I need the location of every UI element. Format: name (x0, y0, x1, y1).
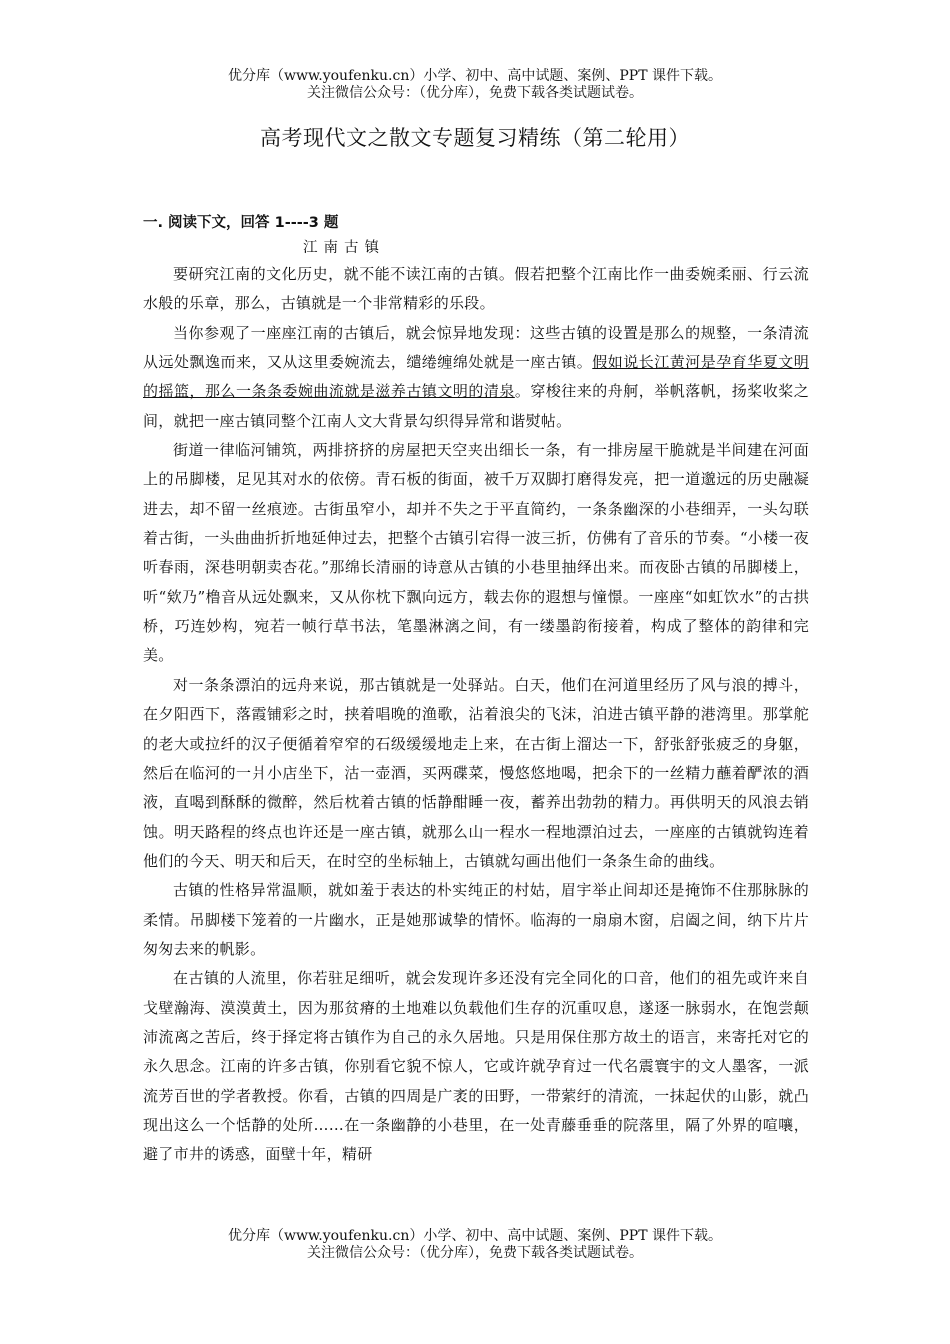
document-title: 高考现代文之散文专题复习精练（第二轮用） (260, 126, 690, 150)
page-header (0, 68, 950, 102)
page-footer (0, 1228, 950, 1262)
article-body (143, 260, 809, 1170)
footer-line-2: 关注微信公众号：（优分库），免费下载各类试题试卷。 (307, 1245, 643, 1261)
paragraph-2-text-a: 当你参观了一座座江南的古镇后，就会惊异地发现：这些古镇的设置是那么的规整，一条清流从远处飘逸而来，又从这里委婉流去，缱绻缠绵处就是一座古镇。 (143, 323, 809, 372)
paragraph-1: 要研究江南的文化历史，就不能不读江南的古镇。假若把整个江南比作一曲委婉柔丽、行云流水般的乐章，那么，古镇就是一个非常精彩的乐段。 (143, 265, 809, 313)
paragraph-3: 街道一律临河铺筑，两排挤挤的房屋把天空夹出细长一条，有一排房屋干脆就是半间建在河面上的吊脚楼，足见其对水的依傍。青石板的街面，被千万双脚打磨得发亮，把一道邈远的历史融凝进去，却不留一丝痕迹。古街虽窄小，却并不失之于平直简约，一条条幽深的小巷细弄，一头勾联着古街，一头曲曲折折地延伸过去，把整个古镇引宕得一波三折，仿佛有了音乐的节奏。“小楼一夜听春雨，深巷明朝卖杏花。”那绵长清丽的诗意从古镇的小巷里抽绎出来。而夜卧古镇的吊脚楼上，听“欸乃”橹音从远处飘来，又从你枕下飘向远方，载去你的遐想与憧憬。一座座“如虹饮水”的古拱桥，巧连妙构，宛若一帧行草书法，笔墨淋漓之间，有一缕墨韵衔接着，构成了整体的韵律和完美。 (143, 441, 809, 665)
paragraph-6: 在古镇的人流里，你若驻足细听，就会发现许多还没有完全同化的口音，他们的祖先或许来自戈壁瀚海、漠漠黄土，因为那贫瘠的土地难以负载他们生存的沉重叹息，遂逐一脉弱水，在饱尝颠沛流离之苦后，终于择定将古镇作为自己的永久居地。只是用保住那方故土的语言，来寄托对它的永久思念。江南的许多古镇，你别看它貌不惊人，它或许就孕育过一代名震寰宇的文人墨客，一派流芳百世的学者教授。你看，古镇的四周是广袤的田野，一带萦纡的清流，一抹起伏的山影，就凸现出这么一个恬静的处所……在一条幽静的小巷里，在一处青藤垂垂的院落里，隔了外界的喧嚷，避了市井的诱惑，面壁十年，精研 (143, 969, 809, 1164)
footer-line-1: 优分库（www.youfenku.cn）小学、初中、高中试题、案例、PPT 课件下载。 (227, 1228, 722, 1244)
header-line-2: 关注微信公众号：（优分库），免费下载各类试题试卷。 (307, 85, 643, 101)
header-line-1: 优分库（www.youfenku.cn）小学、初中、高中试题、案例、PPT 课件下载。 (227, 68, 722, 84)
paragraph-4: 对一条条漂泊的远舟来说，那古镇就是一处驿站。白天，他们在河道里经历了风与浪的搏斗，在夕阳西下，落霞铺彩之时，挟着唱晚的渔歌，沾着浪尖的飞沫，泊进古镇平静的港湾里。那掌舵的老大或拉纤的汉子便循着窄窄的石级缓缓地走上来，在古街上溜达一下，舒张舒张疲乏的身躯，然后在临河的一爿小店坐下，沽一壶酒，买两碟菜，慢悠悠地喝，把余下的一丝精力蘸着酽浓的酒液，直喝到酥酥的微醉，然后枕着古镇的恬静酣睡一夜，蓄养出勃勃的精力。再供明天的风浪去销蚀。明天路程的终点也许还是一座古镇，就那么山一程水一程地漂泊过去，一座座的古镇就钩连着他们的今天、明天和后天，在时空的坐标轴上，古镇就勾画出他们一条条生命的曲线。 (143, 675, 809, 870)
section-heading: 一. 阅读下文，回答 1----3 题 (143, 215, 339, 231)
paragraph-2-text-b: 。穿梭往来的舟舸，举帆落帆，扬桨收桨之间，就把一座古镇同整个江南人文大背景勾织得异常和谐熨帖。 (143, 382, 809, 430)
paragraph-2 (143, 319, 809, 436)
underlined-sentence: 假如说长江黄河是孕育华夏文明的摇篮，那么一条条委婉曲流就是滋养古镇文明的清泉 (143, 353, 810, 401)
paragraph-5: 古镇的性格异常温顺，就如羞于表达的朴实纯正的村姑，眉宇举止间却还是掩饰不住那脉脉的柔情。吊脚楼下笼着的一片幽水，正是她那诚挚的情怀。临海的一扇扇木窗，启阖之间，纳下片片匆匆去来的帆影。 (143, 881, 809, 958)
article-title: 江南古镇 (303, 240, 385, 256)
